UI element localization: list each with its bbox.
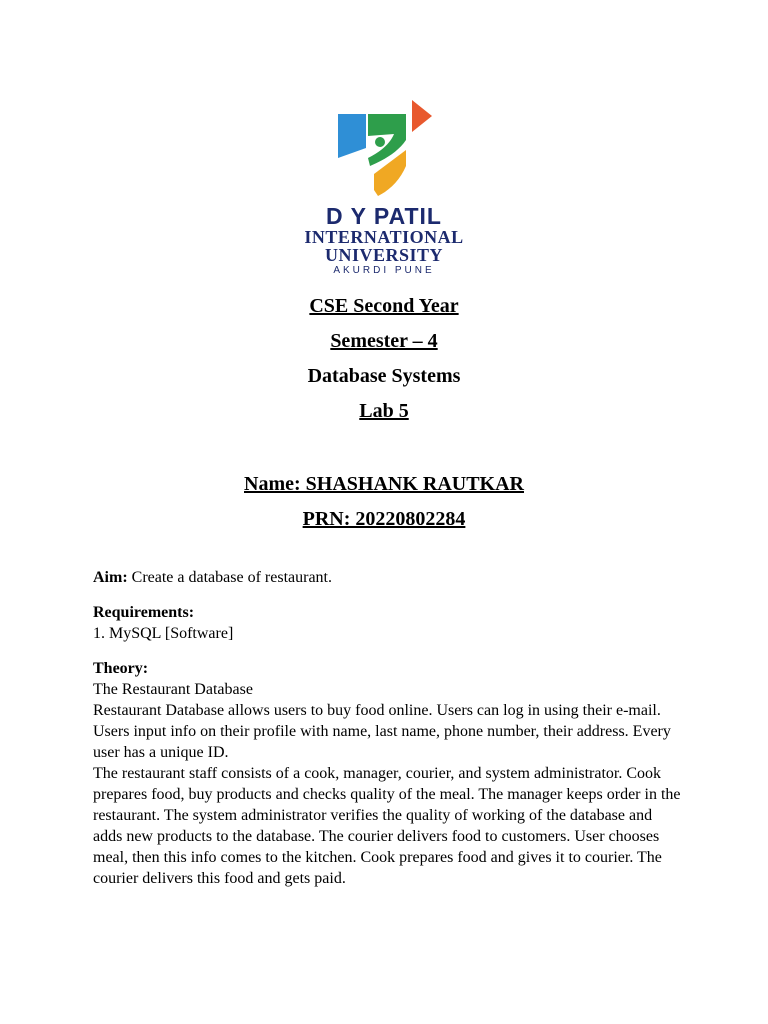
subject: Database Systems [307, 365, 461, 387]
university-logo [0, 96, 768, 278]
semester: Semester – 4 [330, 330, 438, 352]
lab-number: Lab 5 [359, 400, 409, 422]
aim-line [93, 567, 683, 588]
theory-label: Theory: [93, 660, 149, 677]
student-prn: PRN: 20220802284 [302, 508, 466, 530]
logo-subtitle-2: UNIVERSITY [324, 245, 444, 265]
title-block [0, 292, 768, 540]
aim-text: Create a database of restaurant. [127, 569, 332, 586]
logo-title: D Y PATIL [326, 203, 442, 229]
theory-paragraph-2: The restaurant staff consists of a cook, manager, courier, and system administrator. Cook prepares food, buy products and checks quality of the meal. The manager keeps order in the restaurant. The system administrator verifies the quality of working of the database and adds new products to the database. The courier delivers food to customers. User chooses meal, then this info comes to the kitchen. Cook prepares food and gives it to courier. The courier delivers this food and gets paid. [93, 765, 681, 887]
theory-paragraph-1: Restaurant Database allows users to buy food online. Users can log in using their e-mail. Users input info on their profile with name, last name, phone number, their address. Every user has a unique ID. [93, 702, 671, 761]
course-year: CSE Second Year [309, 295, 459, 317]
student-name: Name: SHASHANK RAUTKAR [244, 473, 524, 495]
document-body [93, 567, 683, 889]
theory-title: The Restaurant Database [93, 681, 253, 698]
logo-subtitle-1: INTERNATIONAL [304, 227, 464, 247]
logo-location: AKURDI PUNE [333, 265, 435, 276]
requirements-label: Requirements: [93, 604, 195, 621]
requirement-item: 1. MySQL [Software] [93, 625, 234, 642]
aim-label: Aim: [93, 569, 128, 586]
university-emblem-icon [334, 96, 434, 196]
